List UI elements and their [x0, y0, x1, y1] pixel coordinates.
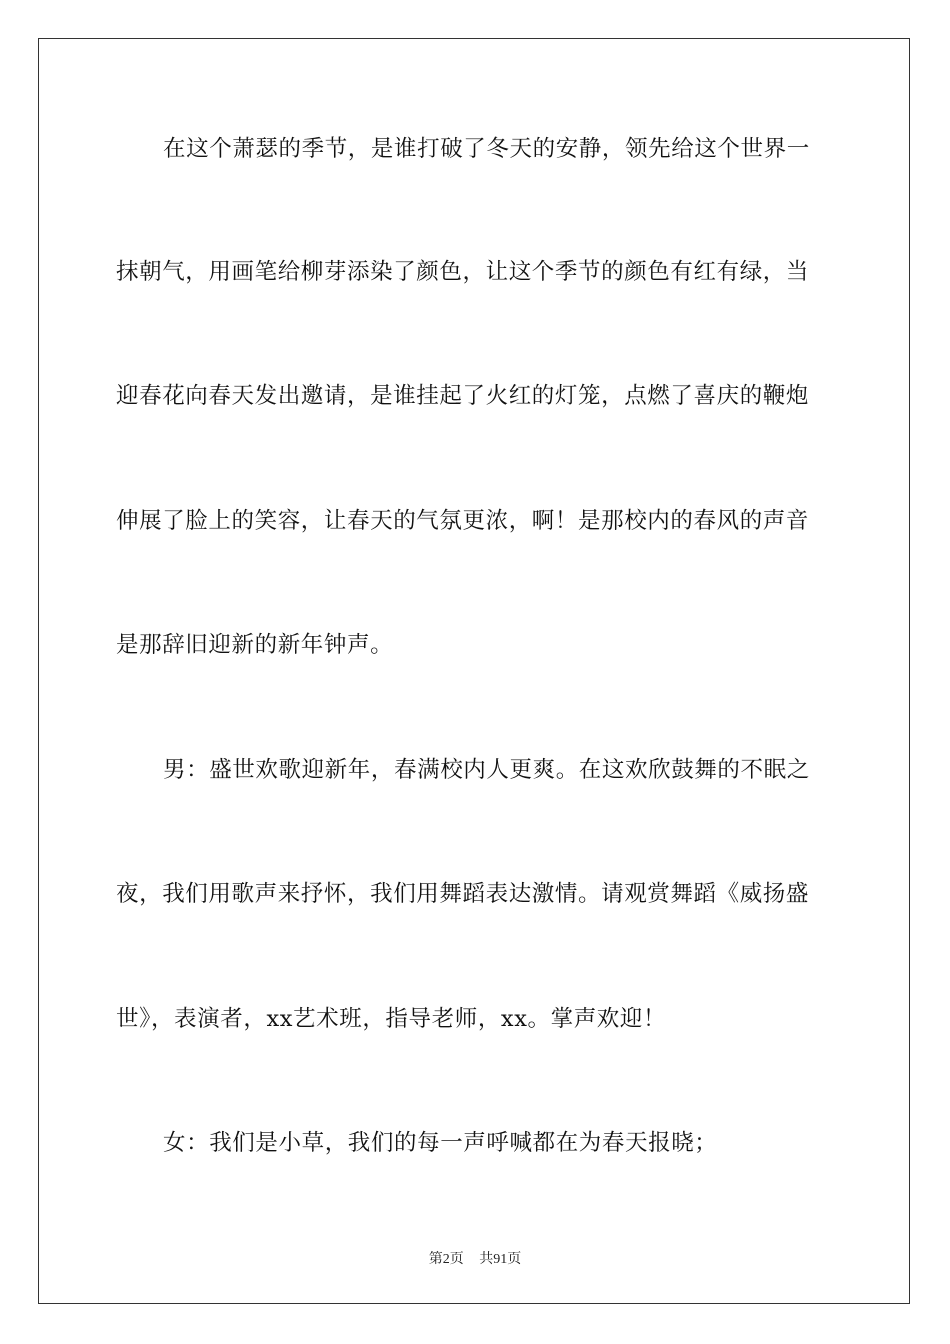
paragraph-line: 世》，表演者，xx艺术班，指导老师，xx。掌声欢迎！: [116, 1006, 667, 1032]
paragraph-line: 是那辞旧迎新的新年钟声。: [116, 632, 394, 658]
paragraph-line: 伸展了脸上的笑容，让春天的气氛更浓，啊！是那校内的春风的声音: [116, 508, 810, 534]
paragraph-line: 在这个萧瑟的季节，是谁打破了冬天的安静，领先给这个世界一: [163, 136, 810, 162]
paragraph-line: 夜，我们用歌声来抒怀，我们用舞蹈表达激情。请观赏舞蹈《威扬盛: [116, 881, 810, 907]
paragraph-line: 抹朝气，用画笔给柳芽添染了颜色，让这个季节的颜色有红有绿，当: [116, 259, 810, 285]
page-border: [38, 38, 910, 1304]
paragraph-line: 女：我们是小草，我们的每一声呼喊都在为春天报晓；: [163, 1130, 718, 1156]
paragraph-line: 迎春花向春天发出邀请，是谁挂起了火红的灯笼，点燃了喜庆的鞭炮: [116, 383, 810, 409]
page-count: 共91页: [479, 1252, 522, 1267]
page-footer: [0, 1248, 950, 1268]
paragraph-line: 男：盛世欢歌迎新年，春满校内人更爽。在这欢欣鼓舞的不眠之: [163, 757, 810, 783]
page-number: 第2页: [428, 1252, 464, 1267]
